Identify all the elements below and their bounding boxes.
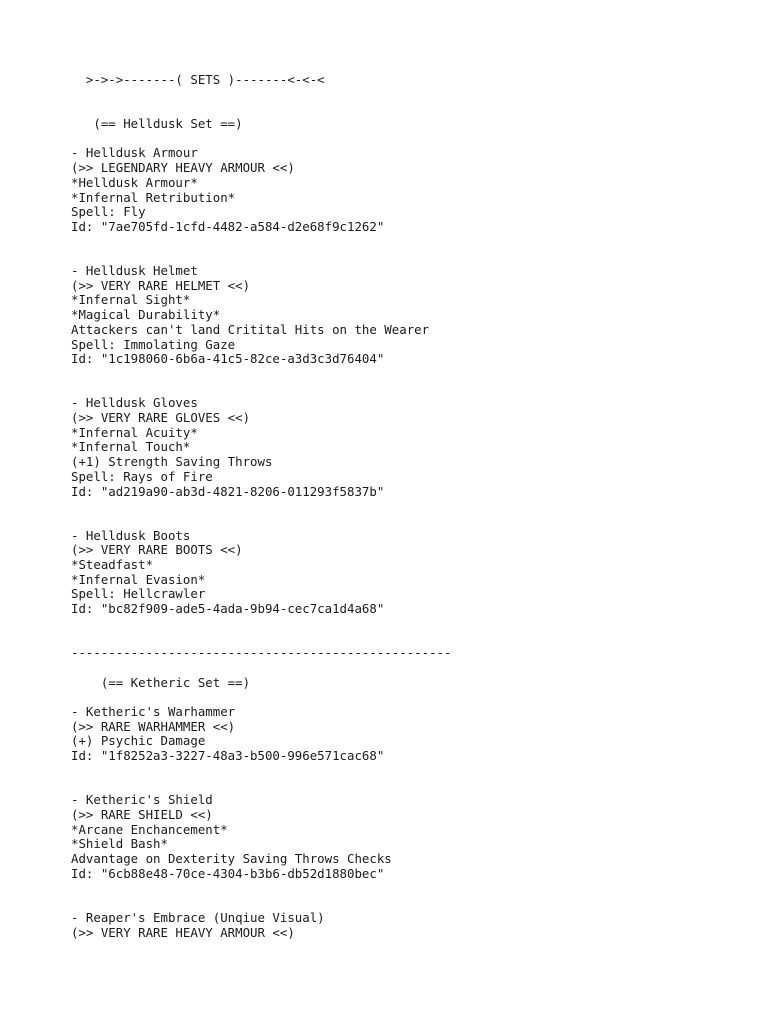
document-line: *Infernal Evasion* <box>71 571 206 587</box>
document-line: (+) Psychic Damage <box>71 733 206 749</box>
document-line: *Helldusk Armour* <box>71 174 198 190</box>
document-line: Spell: Hellcrawler <box>71 586 206 602</box>
document-line <box>71 764 451 779</box>
document-line <box>71 499 451 514</box>
document-line: Id: "1f8252a3-3227-48a3-b500-996e571cac68" <box>71 748 385 764</box>
document-line: *Magical Durability* <box>71 307 221 323</box>
document-line: *Steadfast* <box>71 557 154 573</box>
document-line: (>> VERY RARE HELMET <<) <box>71 277 251 293</box>
document-line <box>71 102 451 117</box>
document-line <box>71 881 451 896</box>
document-line: (>> VERY RARE HEAVY ARMOUR <<) <box>71 924 295 940</box>
document-line <box>71 514 451 529</box>
document-line <box>71 88 451 103</box>
document-line: Id: "bc82f909-ade5-4ada-9b94-cec7ca1d4a68" <box>71 601 385 617</box>
document-line <box>71 249 451 264</box>
document-text <box>71 73 451 940</box>
document-line: Advantage on Dexterity Saving Throws Checks <box>71 851 392 867</box>
document-line: Attackers can't land Critital Hits on the Wearer <box>71 321 430 337</box>
document-line: - Reaper's Embrace (Unqiue Visual) <box>71 909 325 925</box>
document-line <box>71 367 451 382</box>
document-line <box>71 632 451 647</box>
document-line: *Shield Bash* <box>71 836 168 852</box>
document-line <box>71 661 451 676</box>
document-line: (>> RARE SHIELD <<) <box>71 806 213 822</box>
document-line: (== Helldusk Set ==) <box>71 116 243 132</box>
document-line: --------------------------------------------------- <box>71 645 452 661</box>
document-line: - Ketheric's Warhammer <box>71 704 236 720</box>
document-line: >->->-------( SETS )-------<-<-< <box>71 72 325 87</box>
document-line: (>> LEGENDARY HEAVY ARMOUR <<) <box>71 160 295 176</box>
document-line: Id: "1c198060-6b6a-41c5-82ce-a3d3c3d76404" <box>71 351 385 367</box>
document-line: *Infernal Sight* <box>71 292 191 308</box>
document-line: (+1) Strength Saving Throws <box>71 454 273 470</box>
document-line: *Infernal Touch* <box>71 439 191 455</box>
document-line: *Arcane Enchancement* <box>71 821 228 837</box>
document-line: Id: "6cb88e48-70ce-4304-b3b6-db52d1880bec" <box>71 865 385 881</box>
document-line: - Ketheric's Shield <box>71 792 213 808</box>
document-line <box>71 896 451 911</box>
document-line: *Infernal Retribution* <box>71 189 236 205</box>
document-line <box>71 779 451 794</box>
document-line: *Infernal Acuity* <box>71 424 198 440</box>
document-line <box>71 235 451 250</box>
document-line: - Helldusk Armour <box>71 145 198 161</box>
document-line <box>71 382 451 397</box>
document-line: - Helldusk Boots <box>71 527 191 543</box>
document-line: (>> VERY RARE BOOTS <<) <box>71 542 243 558</box>
document-line: Spell: Immolating Gaze <box>71 336 236 352</box>
document-line: Id: "ad219a90-ab3d-4821-8206-011293f5837b" <box>71 483 385 499</box>
document-line: Id: "7ae705fd-1cfd-4482-a584-d2e68f9c1262" <box>71 218 385 234</box>
document-line: Spell: Fly <box>71 204 146 220</box>
document-line: - Helldusk Gloves <box>71 395 198 411</box>
document-line <box>71 617 451 632</box>
document-line: (== Ketheric Set ==) <box>71 674 251 690</box>
document-line: - Helldusk Helmet <box>71 263 198 279</box>
document-line: (>> VERY RARE GLOVES <<) <box>71 410 251 426</box>
document-line: (>> RARE WARHAMMER <<) <box>71 718 236 734</box>
document-line <box>71 690 451 705</box>
document-line <box>71 132 451 147</box>
document-line: Spell: Rays of Fire <box>71 468 213 484</box>
